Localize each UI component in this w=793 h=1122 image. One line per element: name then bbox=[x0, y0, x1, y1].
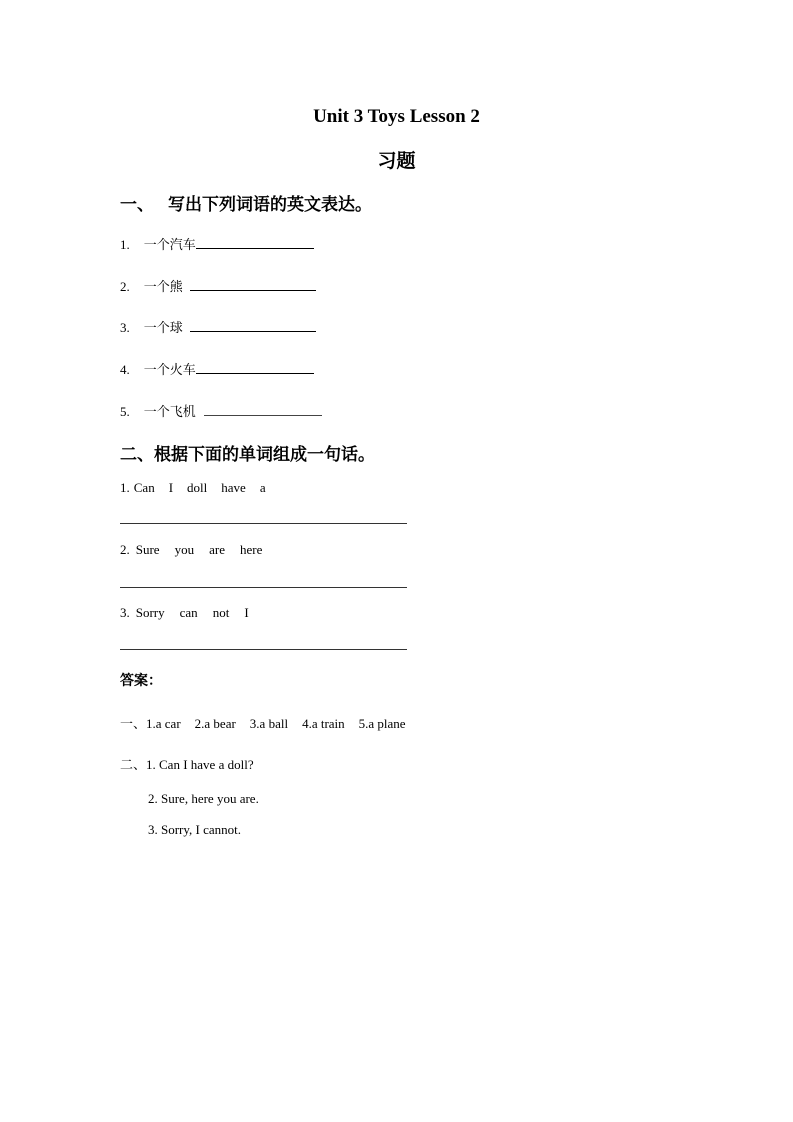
page-subtitle: 习题 bbox=[377, 150, 416, 172]
answer-blank[interactable] bbox=[204, 403, 322, 416]
section1-heading-text: 写出下列词语的英文表达。 bbox=[168, 195, 372, 215]
page-title: Unit 3 Toys Lesson 2 bbox=[313, 106, 480, 127]
word: a bbox=[259, 480, 266, 495]
answers-part2-line3: 3. Sorry, I cannot. bbox=[148, 822, 242, 837]
answers-part1 bbox=[120, 713, 406, 732]
item-num: 1. bbox=[120, 237, 130, 252]
item-text: 一个汽车 bbox=[143, 238, 196, 253]
answer-text: 4.a train bbox=[302, 716, 345, 731]
section1-heading bbox=[120, 190, 372, 215]
item-text: 一个火车 bbox=[143, 363, 196, 378]
word: have bbox=[221, 480, 246, 495]
answer-text: 5.a plane bbox=[358, 716, 406, 731]
word: can bbox=[179, 605, 198, 620]
item-num: 3. bbox=[120, 605, 130, 620]
answers-label: 答案： bbox=[120, 673, 162, 689]
answer-text: 3.a ball bbox=[249, 716, 289, 731]
answer-blank[interactable] bbox=[196, 361, 314, 374]
answer-line-3[interactable] bbox=[120, 649, 407, 650]
word: Sure bbox=[135, 542, 160, 557]
answer-text: 1.a car bbox=[146, 716, 181, 731]
item-num: 2. bbox=[120, 542, 130, 557]
answer-text: 1. Can I have a doll? bbox=[146, 757, 254, 772]
item-text: 一个飞机 bbox=[143, 405, 196, 420]
word: Sorry bbox=[135, 605, 165, 620]
section2-heading: 二、根据下面的单词组成一句话。 bbox=[120, 445, 375, 465]
answer-line-2[interactable] bbox=[120, 587, 407, 588]
section2-item-1 bbox=[120, 480, 266, 496]
section1-item-5 bbox=[120, 401, 322, 420]
word: I bbox=[168, 480, 174, 495]
item-text: 一个熊 bbox=[143, 280, 183, 295]
word: here bbox=[239, 542, 263, 557]
section1-heading-num: 一、 bbox=[120, 195, 154, 215]
section2-item-3 bbox=[120, 605, 249, 621]
section1-item-2 bbox=[120, 276, 316, 295]
answer-text: 2.a bear bbox=[194, 716, 236, 731]
answer-blank[interactable] bbox=[196, 236, 314, 249]
answers-part2-line1 bbox=[120, 754, 254, 773]
item-text: 一个球 bbox=[143, 321, 183, 336]
section1-item-4 bbox=[120, 359, 314, 378]
word: not bbox=[212, 605, 230, 620]
word: you bbox=[174, 542, 195, 557]
section1-item-1 bbox=[120, 234, 314, 253]
answers-part2-prefix: 二、 bbox=[120, 758, 147, 773]
item-num: 4. bbox=[120, 362, 130, 377]
word: are bbox=[209, 542, 225, 557]
section1-item-3 bbox=[120, 317, 316, 336]
word: Can bbox=[133, 480, 155, 495]
item-num: 2. bbox=[120, 279, 130, 294]
section2-item-2 bbox=[120, 542, 262, 558]
answer-line-1[interactable] bbox=[120, 523, 407, 524]
answer-blank[interactable] bbox=[190, 278, 316, 291]
answers-part2-line2: 2. Sure, here you are. bbox=[148, 791, 259, 806]
answer-blank[interactable] bbox=[190, 319, 316, 332]
word: doll bbox=[187, 480, 208, 495]
item-num: 3. bbox=[120, 320, 130, 335]
item-num: 1. bbox=[120, 480, 130, 495]
word: I bbox=[244, 605, 249, 620]
item-num: 5. bbox=[120, 404, 130, 419]
answers-part1-prefix: 一、 bbox=[120, 717, 147, 732]
